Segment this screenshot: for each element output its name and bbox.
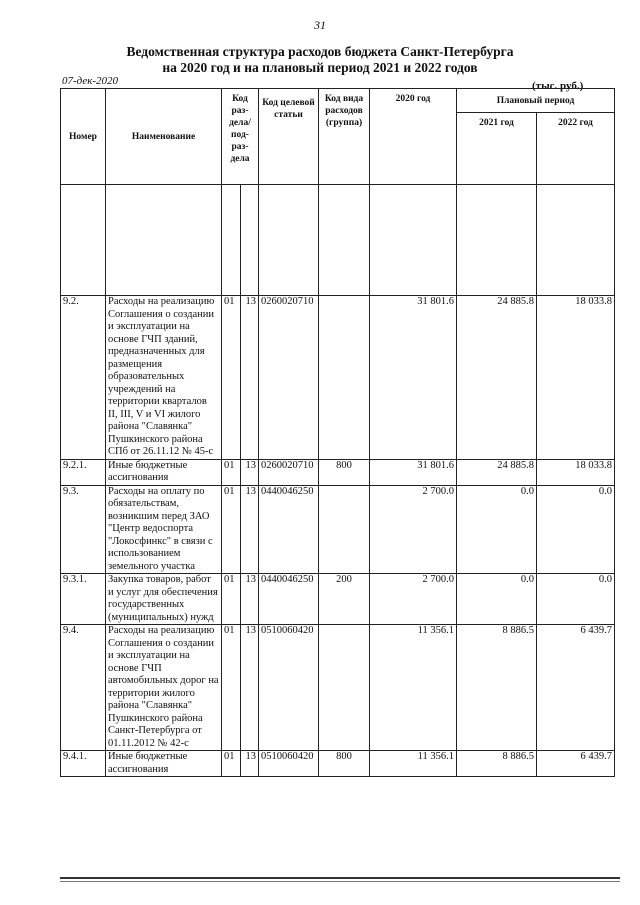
row-number: 9.3. (61, 485, 106, 574)
row-name: Расходы на оплату по обязательствам, возникшим перед ЗАО "Центр ведоспорта "Локосфинкс" в связи с использованием земельного участка (106, 485, 222, 574)
row-value-2022: 6 439.7 (537, 625, 615, 751)
table-row (61, 625, 615, 751)
row-value-2022: 18 033.8 (537, 296, 615, 460)
row-value-2020: 2 700.0 (370, 574, 457, 625)
row-section: 01 (222, 296, 241, 460)
row-subsection: 13 (241, 625, 259, 751)
row-number: 9.2. (61, 296, 106, 460)
title-line-1: Ведомственная структура расходов бюджета Санкт-Петербурга (126, 44, 514, 59)
row-subsection: 13 (241, 485, 259, 574)
row-target-code: 0440046250 (259, 574, 319, 625)
table-body (61, 185, 615, 777)
row-expense-type: 800 (319, 751, 370, 777)
header-name: Наименование (106, 89, 222, 185)
budget-table (60, 88, 615, 777)
row-name: Расходы на реализацию Соглашения о создании и эксплуатации на основе ГЧП автомобильных дорог на территории жилого района "Славянка" Пушкинского района Санкт-Петербурга от 01.11.2012 № 42-с (106, 625, 222, 751)
row-target-code: 0260020710 (259, 296, 319, 460)
row-expense-type (319, 296, 370, 460)
row-value-2021: 0.0 (457, 574, 537, 625)
row-subsection: 13 (241, 459, 259, 485)
table-row (61, 751, 615, 777)
row-value-2021: 8 886.5 (457, 625, 537, 751)
table-gap-row (61, 185, 615, 296)
table-row (61, 574, 615, 625)
row-subsection: 13 (241, 574, 259, 625)
row-value-2021: 24 885.8 (457, 459, 537, 485)
header-target: Код целевой статьи (259, 89, 319, 185)
row-expense-type (319, 625, 370, 751)
header-2022: 2022 год (537, 113, 615, 185)
document-date: 07-дек-2020 (62, 75, 119, 87)
row-name: Закупка товаров, работ и услуг для обеспечения государственных (муниципальных) нужд (106, 574, 222, 625)
row-number: 9.3.1. (61, 574, 106, 625)
row-value-2020: 31 801.6 (370, 459, 457, 485)
header-section: Код раз-дела/ под-раз-дела (222, 89, 259, 185)
header-2020: 2020 год (370, 89, 457, 185)
row-value-2020: 11 356.1 (370, 751, 457, 777)
row-section: 01 (222, 751, 241, 777)
row-name: Иные бюджетные ассигнования (106, 459, 222, 485)
row-value-2021: 8 886.5 (457, 751, 537, 777)
row-section: 01 (222, 625, 241, 751)
table-row (61, 485, 615, 574)
page-number: 31 (314, 18, 326, 32)
title-line-2: на 2020 год и на плановый период 2021 и 2022 годов (162, 60, 478, 75)
document-title (0, 44, 640, 76)
row-section: 01 (222, 459, 241, 485)
units-label: (тыс. руб.) (532, 80, 584, 92)
row-expense-type (319, 485, 370, 574)
row-expense-type: 800 (319, 459, 370, 485)
row-target-code: 0510060420 (259, 625, 319, 751)
row-section: 01 (222, 485, 241, 574)
row-value-2022: 6 439.7 (537, 751, 615, 777)
page-footer-line (60, 877, 620, 879)
row-target-code: 0440046250 (259, 485, 319, 574)
row-value-2022: 0.0 (537, 574, 615, 625)
header-2021: 2021 год (457, 113, 537, 185)
table-row (61, 296, 615, 460)
row-number: 9.4. (61, 625, 106, 751)
table-row (61, 459, 615, 485)
row-subsection: 13 (241, 296, 259, 460)
row-target-code: 0510060420 (259, 751, 319, 777)
row-value-2020: 11 356.1 (370, 625, 457, 751)
row-value-2021: 24 885.8 (457, 296, 537, 460)
row-name: Иные бюджетные ассигнования (106, 751, 222, 777)
row-expense-type: 200 (319, 574, 370, 625)
row-target-code: 0260020710 (259, 459, 319, 485)
row-value-2022: 0.0 (537, 485, 615, 574)
header-planned-period: Плановый период (457, 89, 615, 113)
row-number: 9.2.1. (61, 459, 106, 485)
header-expense-type: Код вида расходов (группа) (319, 89, 370, 185)
header-number: Номер (61, 89, 106, 185)
row-value-2020: 2 700.0 (370, 485, 457, 574)
row-number: 9.4.1. (61, 751, 106, 777)
row-value-2020: 31 801.6 (370, 296, 457, 460)
row-value-2022: 18 033.8 (537, 459, 615, 485)
row-name: Расходы на реализацию Соглашения о создании и эксплуатации на основе ГЧП зданий, предназначенных для размещения образовательных учреждений на территории кварталов II, III, V и VI жилого района "Славянка" Пушкинского района СПб от 26.11.12 № 45-с (106, 296, 222, 460)
row-subsection: 13 (241, 751, 259, 777)
row-value-2021: 0.0 (457, 485, 537, 574)
page-footer-line-thin (60, 881, 620, 882)
row-section: 01 (222, 574, 241, 625)
